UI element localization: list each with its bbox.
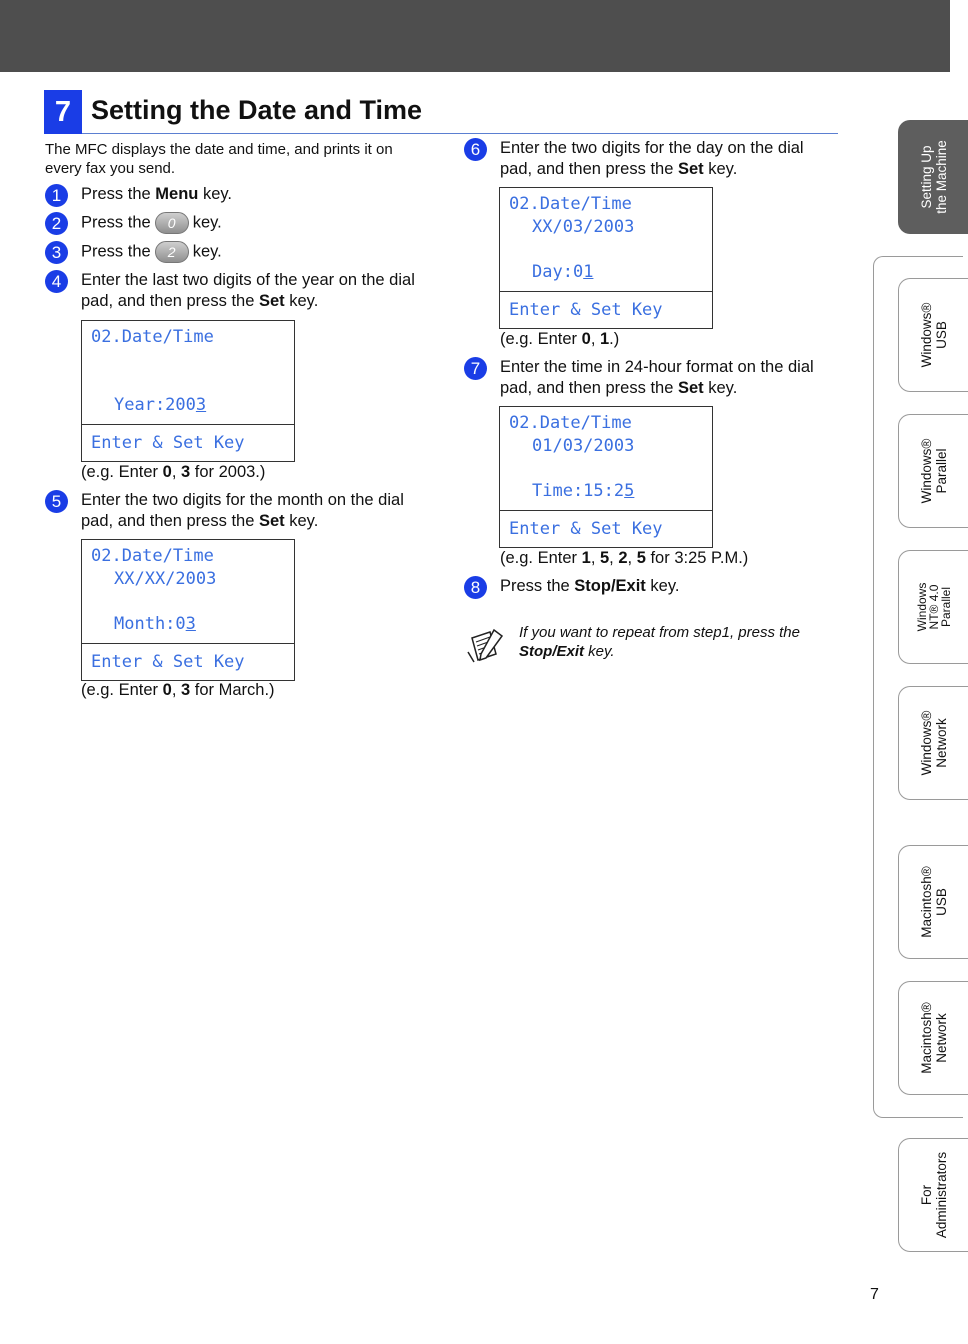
lcd-line-1: 02.Date/Time: [509, 413, 632, 433]
lcd-line-3: Month:03: [114, 614, 196, 634]
lcd-footer: Enter & Set Key: [509, 519, 663, 539]
tab-for-administrators[interactable]: [898, 1138, 968, 1252]
lcd-year: [81, 320, 295, 462]
lcd-line-3: Time:15:25: [532, 481, 635, 501]
tab-windows-nt[interactable]: [898, 550, 968, 664]
tab-windows-network[interactable]: [898, 686, 968, 800]
step-number: 4: [45, 270, 68, 293]
example-year: (e.g. Enter 0, 3 for 2003.): [81, 463, 266, 481]
example-day: (e.g. Enter 0, 1.): [500, 330, 620, 348]
note-pencil-icon: [466, 628, 504, 664]
tab-label: For Administrators: [918, 1151, 949, 1239]
example-time: (e.g. Enter 1, 5, 2, 5 for 3:25 P.M.): [500, 549, 749, 567]
lcd-footer: Enter & Set Key: [91, 433, 245, 453]
tab-label: Macintosh® Network: [918, 1002, 949, 1074]
lcd-line-3: Day:01: [532, 262, 594, 282]
section-title: Setting the Date and Time: [91, 95, 423, 125]
tab-label: Macintosh® USB: [918, 866, 949, 938]
tab-windows-usb[interactable]: [898, 278, 968, 392]
tab-label: Windows® Parallel: [918, 438, 949, 504]
lcd-day: [499, 187, 713, 329]
step-number: 7: [464, 357, 487, 380]
page-number: 7: [870, 1286, 879, 1303]
step-text: Enter the time in 24-hour format on the dial pad, and then press the Set key.: [500, 358, 814, 397]
key-0-icon: 0: [155, 212, 189, 234]
lcd-footer: Enter & Set Key: [91, 652, 245, 672]
step-text: Press the 2 key.: [81, 241, 222, 263]
step-number: 3: [45, 241, 68, 264]
tab-setting-up[interactable]: [898, 120, 968, 234]
lcd-line-2: XX/XX/2003: [114, 569, 217, 589]
example-month: (e.g. Enter 0, 3 for March.): [81, 681, 275, 699]
step-number: 5: [45, 490, 68, 513]
tab-label: Setting Up the Machine: [918, 140, 949, 214]
step-number: 1: [45, 184, 68, 207]
step-number: 8: [464, 576, 487, 599]
tab-macintosh-network[interactable]: [898, 981, 968, 1095]
lcd-line-1: 02.Date/Time: [91, 546, 214, 566]
lcd-line-1: 02.Date/Time: [91, 327, 214, 347]
tab-label: Windows® USB: [918, 302, 949, 368]
step-number: 6: [464, 138, 487, 161]
tab-label: Windows NT® 4.0 Parallel: [914, 582, 953, 632]
tab-label: Windows® Network: [918, 710, 949, 776]
lcd-time: [499, 406, 713, 548]
step-text: Press the Menu key.: [81, 185, 233, 203]
lcd-footer: Enter & Set Key: [509, 300, 663, 320]
step-text: Press the 0 key.: [81, 212, 222, 234]
tab-windows-parallel[interactable]: [898, 414, 968, 528]
step-text: Enter the last two digits of the year on the dial pad, and then press the Set key.: [81, 271, 415, 310]
lcd-month: [81, 539, 295, 681]
lcd-line-2: 01/03/2003: [532, 436, 635, 456]
step-text: Enter the two digits for the day on the dial pad, and then press the Set key.: [500, 139, 804, 178]
intro-text: The MFC displays the date and time, and prints it on every fax you send.: [45, 141, 393, 177]
lcd-line-2: XX/03/2003: [532, 217, 635, 237]
lcd-line-1: 02.Date/Time: [509, 194, 632, 214]
key-2-icon: 2: [155, 241, 189, 263]
step-number: 2: [45, 212, 68, 235]
section-number: 7: [44, 90, 82, 134]
header-band: [0, 0, 950, 72]
tab-macintosh-usb[interactable]: [898, 845, 968, 959]
section-header: [44, 90, 838, 134]
step-text: Enter the two digits for the month on the dial pad, and then press the Set key.: [81, 491, 404, 530]
lcd-line-3: Year:2003: [114, 395, 207, 415]
step-text: Press the Stop/Exit key.: [500, 577, 680, 595]
note-text: If you want to repeat from step1, press the Stop/Exit key.: [519, 624, 800, 660]
